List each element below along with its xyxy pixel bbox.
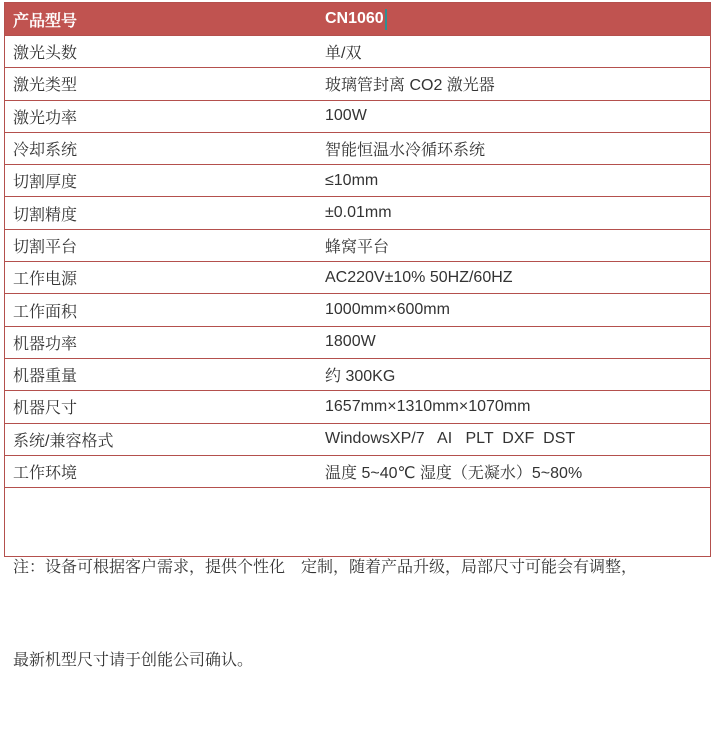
table-header-row (5, 3, 710, 35)
row-label: 机器功率 (13, 335, 78, 353)
table-row (5, 326, 710, 358)
header-value-cell[interactable] (325, 3, 710, 35)
row-label: 激光类型 (13, 77, 78, 95)
row-label: 机器尺寸 (13, 400, 78, 418)
row-label: 激光功率 (13, 109, 78, 127)
note-line-1: 注：设备可根据客户需求，提供个性化 定制，随着产品升级，局部尺寸可能会有调整， (13, 559, 638, 577)
row-label: 激光头数 (13, 45, 78, 63)
row-label: 工作环境 (13, 465, 78, 482)
row-value: 蜂窝平台 (325, 238, 390, 256)
table-row (5, 455, 710, 487)
row-value: 智能恒温水冷循环系统 (325, 142, 486, 160)
row-value: 100W (325, 107, 367, 125)
row-label: 切割厚度 (13, 174, 78, 192)
spec-table (4, 2, 711, 670)
table-row (5, 358, 710, 390)
table-row (5, 423, 710, 455)
row-value: ≤10mm (325, 171, 379, 189)
row-value: 单/双 (325, 45, 362, 63)
table-body (5, 35, 710, 487)
row-value: 1000mm×600mm (325, 301, 450, 319)
row-value: 约 300KG (325, 368, 396, 386)
text-cursor (385, 9, 387, 30)
product-model: CN1060 (325, 10, 384, 27)
table-row (5, 293, 710, 325)
row-label: 切割平台 (13, 238, 78, 256)
table-row (5, 196, 710, 228)
table-row (5, 261, 710, 293)
row-value: 温度 5~40℃ 湿度（无凝水）5~80% (325, 465, 583, 482)
row-label: 系统/兼容格式 (13, 432, 114, 450)
row-label: 工作电源 (13, 271, 78, 289)
table-row (5, 132, 710, 164)
table-row (5, 229, 710, 261)
row-label: 工作面积 (13, 303, 78, 321)
table-row (5, 100, 710, 132)
row-label: 机器重量 (13, 368, 78, 386)
row-label: 冷却系统 (13, 142, 78, 160)
row-value: AC220V±10% 50HZ/60HZ (325, 268, 513, 286)
table-row (5, 35, 710, 67)
row-value: 1657mm×1310mm×1070mm (325, 397, 531, 415)
note-line-2: 最新机型尺寸请于创能公司确认。 (13, 652, 254, 670)
table-row (5, 390, 710, 422)
table-row (5, 67, 710, 99)
row-value: 1800W (325, 333, 376, 351)
table-row (5, 164, 710, 196)
row-value: WindowsXP/7 AI PLT DXF DST (325, 430, 576, 448)
header-label: 产品型号 (13, 12, 78, 30)
row-label: 切割精度 (13, 206, 78, 224)
row-value: 玻璃管封离 CO2 激光器 (325, 77, 495, 95)
row-value: ±0.01mm (325, 204, 392, 222)
note-row (5, 487, 710, 670)
